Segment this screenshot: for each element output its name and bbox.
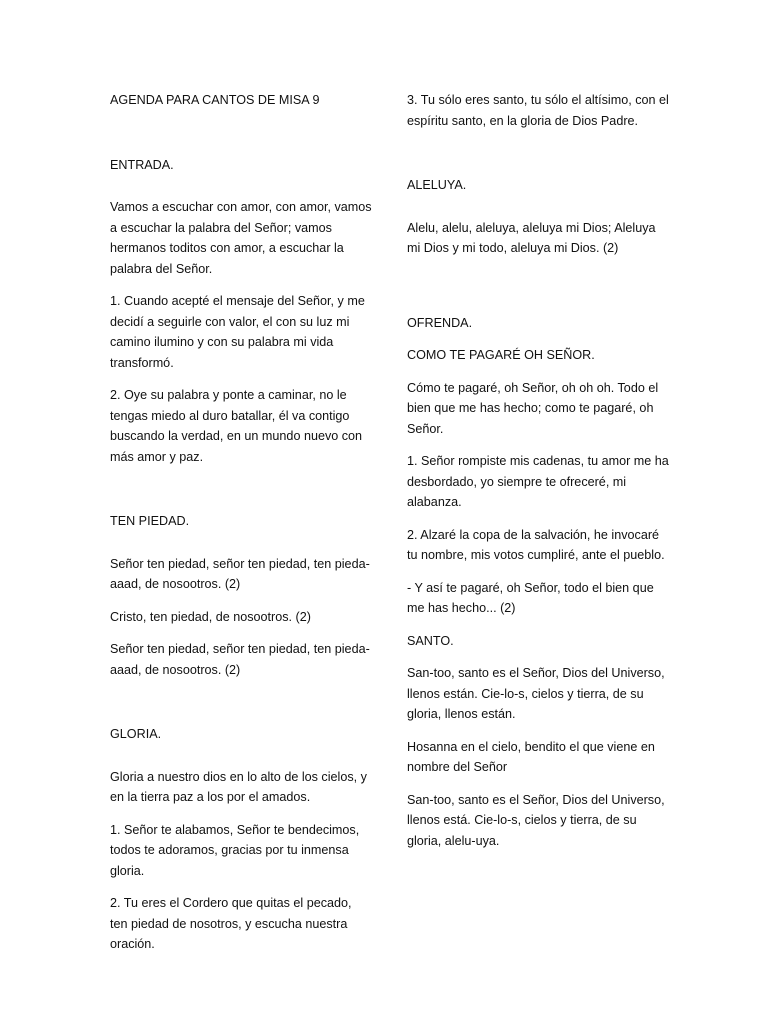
entrada-verse-2: 2. Oye su palabra y ponte a caminar, no le tengas miedo al duro batallar, él va contigo buscando la verdad, en un mundo nuevo con más amor y paz. xyxy=(110,388,363,464)
section-gloria xyxy=(110,724,372,955)
gloria-chorus: Gloria a nuestro dios en lo alto de los cielos, y en la tierra paz a los por el amados. xyxy=(110,769,367,804)
section-heading-ten-piedad: TEN PIEDAD. xyxy=(110,514,190,528)
document-title: AGENDA PARA CANTOS DE MISA 9 xyxy=(110,93,320,107)
santo-verse-2: San-too, santo es el Señor, Dios del Universo, llenos está. Cie-lo-s, cielos y tierra, de su gloria, alelu-uya. xyxy=(407,792,665,848)
entrada-verse-1: 1. Cuando acepté el mensaje del Señor, y me decidí a seguirle con valor, el con su luz mi camino ilumino y con su palabra mi vida transformó. xyxy=(110,294,365,370)
gloria-verse-3: 3. Tu sólo eres santo, tu sólo el altísimo, con el espíritu santo, en la gloria de Dios Padre. xyxy=(407,93,669,128)
section-ofrenda xyxy=(407,313,669,619)
gloria-verse-1: 1. Señor te alabamos, Señor te bendecimos, todos te adoramos, gracias por tu inmensa gloria. xyxy=(110,822,360,878)
ofrenda-verse-2: 2. Alzaré la copa de la salvación, he invocaré tu nombre, mis votos cumpliré, ante el pueblo. xyxy=(407,527,665,562)
ofrenda-song-title: COMO TE PAGARÉ OH SEÑOR. xyxy=(407,348,595,362)
section-ten-piedad xyxy=(110,511,372,680)
santo-hosanna: Hosanna en el cielo, bendito el que viene en nombre del Señor xyxy=(407,739,655,774)
right-column xyxy=(407,90,669,851)
ten-piedad-line-3: Señor ten piedad, señor ten piedad, ten pieda-aaad, de nosootros. (2) xyxy=(110,642,370,677)
ofrenda-chorus: Cómo te pagaré, oh Señor, oh oh oh. Todo el bien que me has hecho; como te pagaré, oh Señor. xyxy=(407,380,659,436)
section-heading-ofrenda: OFRENDA. xyxy=(407,315,473,330)
section-aleluya xyxy=(407,175,669,259)
section-entrada xyxy=(110,155,372,468)
section-heading-santo: SANTO. xyxy=(407,633,454,648)
section-heading-aleluya: ALELUYA. xyxy=(407,178,467,192)
ofrenda-ending: - Y así te pagaré, oh Señor, todo el bien que me has hecho... (2) xyxy=(407,580,654,615)
ofrenda-verse-1: 1. Señor rompiste mis cadenas, tu amor me ha desbordado, yo siempre te ofreceré, mi alabanza. xyxy=(407,454,669,509)
santo-verse-1: San-too, santo es el Señor, Dios del Universo, llenos están. Cie-lo-s, cielos y tierra, de su gloria, llenos están. xyxy=(407,666,665,721)
section-heading-gloria: GLORIA. xyxy=(110,727,162,741)
ten-piedad-line-2: Cristo, ten piedad, de nosootros. (2) xyxy=(110,609,311,624)
ten-piedad-line-1: Señor ten piedad, señor ten piedad, ten pieda-aaad, de nosootros. (2) xyxy=(110,556,370,591)
entrada-chorus: Vamos a escuchar con amor, con amor, vamos a escuchar la palabra del Señor; vamos hermanos toditos con amor, a escuchar la palabra del Señor. xyxy=(110,200,372,276)
left-column xyxy=(110,90,372,955)
section-santo xyxy=(407,631,669,852)
section-heading-entrada: ENTRADA. xyxy=(110,157,174,172)
section-gloria-continued xyxy=(407,90,669,131)
gloria-verse-2: 2. Tu eres el Cordero que quitas el pecado, ten piedad de nosotros, y escucha nuestra oración. xyxy=(110,896,352,951)
aleluya-chorus: Alelu, alelu, aleluya, aleluya mi Dios; Aleluya mi Dios y mi todo, aleluya mi Dios. (2) xyxy=(407,220,656,255)
